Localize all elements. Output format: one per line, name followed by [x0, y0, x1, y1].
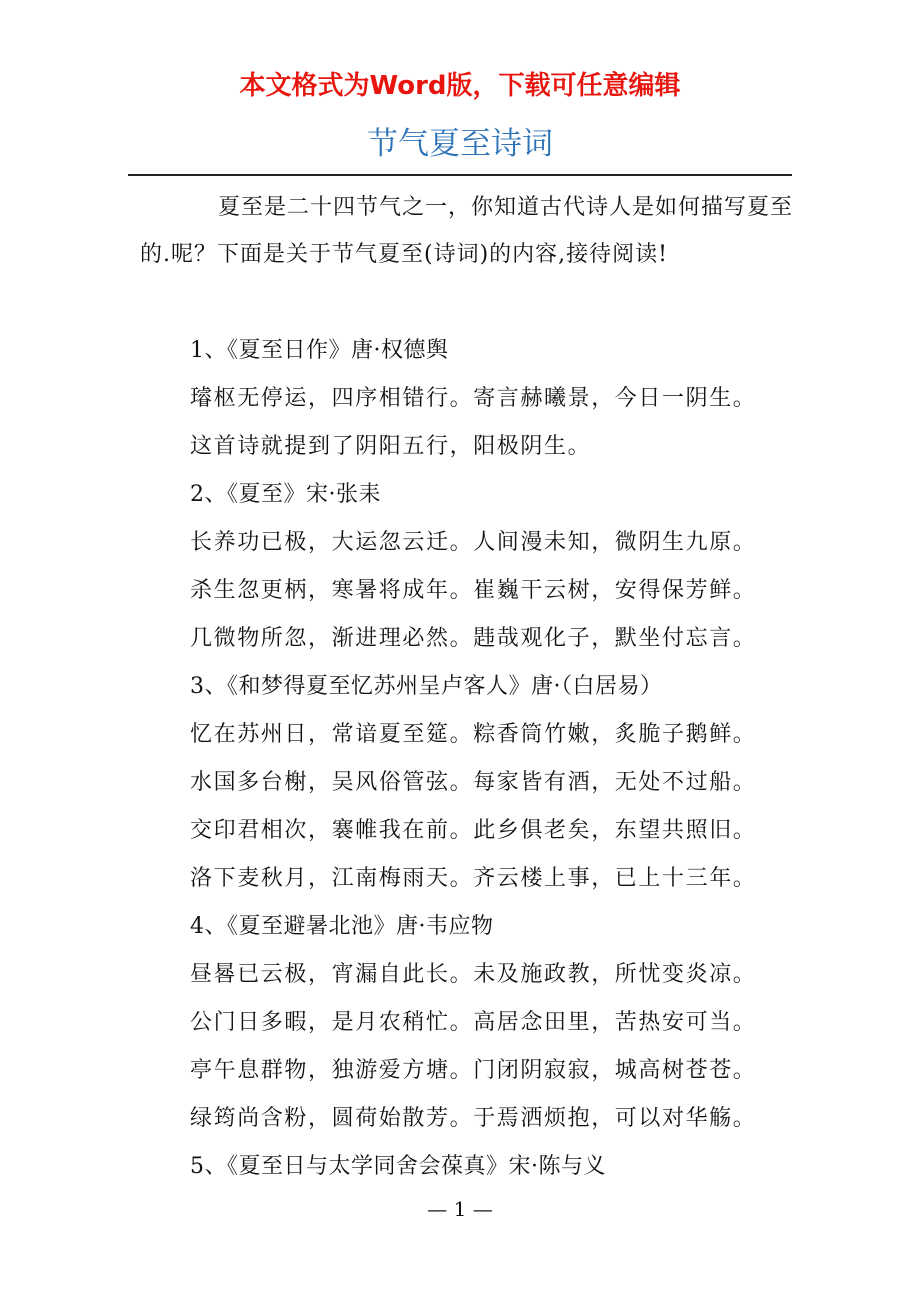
poem-line: 几微物所忽，渐进理必然。韪哉观化子，默坐付忘言。 [190, 626, 757, 651]
poem-line: 杀生忽更柄，寒暑将成年。崔巍干云树，安得保芳鲜。 [190, 578, 757, 603]
poem-heading-3: 3、《和梦得夏至忆苏州呈卢客人》唐·（白居易） [190, 674, 663, 699]
poem-line: 洛下麦秋月，江南梅雨天。齐云楼上事，已上十三年。 [190, 866, 757, 891]
poem-line: 昼晷已云极，宵漏自此长。未及施政教，所忧变炎凉。 [190, 962, 757, 987]
commentary-line: 这首诗就提到了阴阳五行，阳极阴生。 [190, 434, 592, 459]
poem-line: 璿枢无停运，四序相错行。寄言赫曦景，今日一阴生。 [190, 386, 757, 411]
poem-line: 交印君相次，褰帷我在前。此乡俱老矣，东望共照旧。 [190, 818, 757, 843]
intro-paragraph: 夏至是二十四节气之一，你知道古代诗人是如何描写夏至的.呢？下面是关于节气夏至(诗词)的内容,接待阅读! [140, 195, 794, 267]
poem-line: 绿筠尚含粉，圆荷始散芳。于焉洒烦抱，可以对华觞。 [190, 1106, 757, 1131]
page-number: — 1 — [427, 1197, 493, 1221]
poem-heading-2: 2、《夏至》宋·张耒 [190, 482, 381, 507]
poem-line: 亭午息群物，独游爱方塘。门闭阴寂寂，城高树苍苍。 [190, 1058, 757, 1083]
poem-line: 公门日多暇，是月农稍忙。高居念田里，苦热安可当。 [190, 1010, 757, 1035]
poem-line: 水国多台榭，吴风俗管弦。每家皆有酒，无处不过船。 [190, 770, 757, 795]
title-divider [128, 174, 792, 176]
document-title: 节气夏至诗词 [367, 126, 553, 162]
download-notice-banner: 本文格式为Word版，下载可任意编辑 [239, 71, 681, 101]
poem-heading-5: 5、《夏至日与太学同舍会葆真》宋·陈与义 [190, 1154, 606, 1179]
poem-heading-4: 4、《夏至避暑北池》唐·韦应物 [190, 914, 494, 939]
poem-line: 忆在苏州日，常谙夏至筵。粽香筒竹嫩，炙脆子鹅鲜。 [190, 722, 757, 747]
poem-line: 长养功已极，大运忽云迁。人间漫未知，微阴生九原。 [190, 530, 757, 555]
poem-heading-1: 1、《夏至日作》唐·权德舆 [190, 338, 449, 363]
